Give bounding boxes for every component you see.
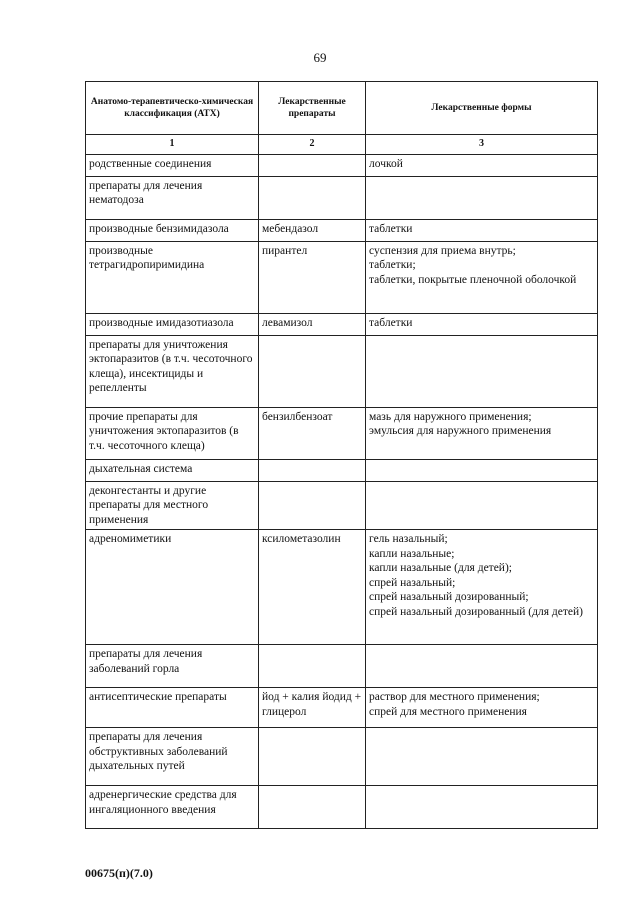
cell-drug	[259, 335, 366, 407]
cell-drug	[259, 481, 366, 530]
cell-atx: препараты для лечения нематодоза	[86, 176, 259, 219]
cell-drug: левамизол	[259, 313, 366, 335]
cell-forms	[366, 786, 598, 829]
column-number: 3	[366, 135, 598, 155]
table-row	[86, 459, 598, 481]
column-number: 1	[86, 135, 259, 155]
cell-drug	[259, 645, 366, 688]
header-row	[86, 82, 598, 135]
table-row	[86, 407, 598, 459]
cell-forms	[366, 728, 598, 786]
table-row	[86, 154, 598, 176]
cell-drug	[259, 728, 366, 786]
cell-atx: прочие препараты для уничтожения эктопаразитов (в т.ч. чесоточного клеща)	[86, 407, 259, 459]
cell-atx: адреномиметики	[86, 530, 259, 645]
cell-atx: препараты для лечения заболеваний горла	[86, 645, 259, 688]
cell-atx: препараты для лечения обструктивных заболеваний дыхательных путей	[86, 728, 259, 786]
table-row	[86, 219, 598, 241]
cell-drug: пирантел	[259, 241, 366, 313]
cell-forms: лочкой	[366, 154, 598, 176]
cell-forms	[366, 481, 598, 530]
cell-forms: таблетки	[366, 219, 598, 241]
table-row	[86, 688, 598, 728]
cell-atx: антисептические препараты	[86, 688, 259, 728]
header-drugs: Лекарственные препараты	[259, 82, 366, 135]
cell-forms: раствор для местного применения; спрей для местного применения	[366, 688, 598, 728]
table-row	[86, 335, 598, 407]
cell-drug	[259, 786, 366, 829]
cell-atx: адренергические средства для ингаляционного введения	[86, 786, 259, 829]
cell-atx: деконгестанты и другие препараты для местного применения	[86, 481, 259, 530]
header-forms: Лекарственные формы	[366, 82, 598, 135]
header-atx: Анатомо-терапевтическо-химическая классификация (АТХ)	[86, 82, 259, 135]
cell-forms	[366, 335, 598, 407]
cell-drug: йод + калия йодид + глицерол	[259, 688, 366, 728]
cell-atx: производные бензимидазола	[86, 219, 259, 241]
cell-drug: мебендазол	[259, 219, 366, 241]
cell-atx: производные тетрагидропиримидина	[86, 241, 259, 313]
cell-forms	[366, 459, 598, 481]
table-row	[86, 530, 598, 645]
document-code: 00675(п)(7.0)	[85, 866, 153, 880]
page-number: 69	[313, 50, 327, 65]
table-row	[86, 728, 598, 786]
cell-atx: препараты для уничтожения эктопаразитов (в т.ч. чесоточного клеща), инсектициды и репелленты	[86, 335, 259, 407]
atx-table	[85, 81, 598, 829]
cell-forms	[366, 645, 598, 688]
column-number-row	[86, 135, 598, 155]
cell-forms	[366, 176, 598, 219]
cell-drug	[259, 154, 366, 176]
cell-atx: дыхательная система	[86, 459, 259, 481]
cell-drug: бензилбензоат	[259, 407, 366, 459]
table-row	[86, 645, 598, 688]
column-number: 2	[259, 135, 366, 155]
cell-forms: таблетки	[366, 313, 598, 335]
cell-forms: мазь для наружного применения; эмульсия для наружного применения	[366, 407, 598, 459]
table-row	[86, 176, 598, 219]
cell-drug	[259, 176, 366, 219]
table-row	[86, 481, 598, 530]
cell-forms: гель назальный; капли назальные; капли назальные (для детей); спрей назальный; спрей назальный дозированный; спрей назальный дозированный (для детей)	[366, 530, 598, 645]
table-row	[86, 241, 598, 313]
cell-drug	[259, 459, 366, 481]
cell-drug: ксилометазолин	[259, 530, 366, 645]
table-row	[86, 313, 598, 335]
cell-atx: родственные соединения	[86, 154, 259, 176]
table-row	[86, 786, 598, 829]
cell-forms: суспензия для приема внутрь; таблетки; таблетки, покрытые пленочной оболочкой	[366, 241, 598, 313]
cell-atx: производные имидазотиазола	[86, 313, 259, 335]
